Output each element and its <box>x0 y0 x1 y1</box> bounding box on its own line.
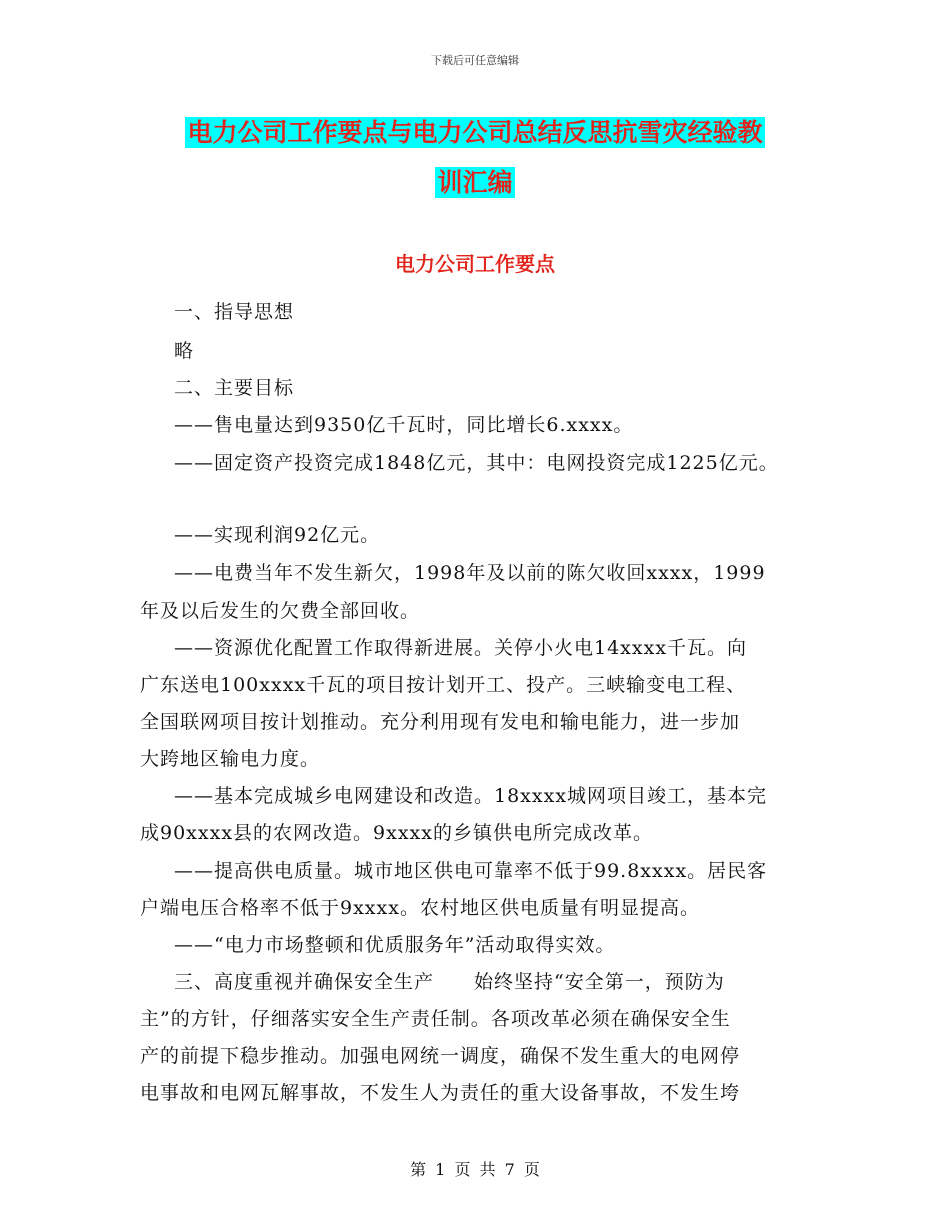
body-line: 一、指导思想 <box>174 301 295 323</box>
body-line: 户端电压合格率不低于9xxxx。农村地区供电质量有明显提高。 <box>140 897 700 919</box>
body-line: 电事故和电网瓦解事故，不发生人为责任的重大设备事故，不发生垮 <box>140 1082 741 1104</box>
body-line: 二、主要目标 <box>174 377 295 399</box>
body-line: 全国联网项目按计划推动。充分利用现有发电和输电能力，进一步加 <box>140 711 741 733</box>
body-line: ——资源优化配置工作取得新进展。关停小火电14xxxx千瓦。向 <box>174 637 748 659</box>
body-line: 主”的方针，仔细落实安全生产责任制。各项改革必须在确保安全生 <box>140 1008 731 1030</box>
section-title: 电力公司工作要点 <box>395 252 555 276</box>
body-line: 大跨地区输电力度。 <box>140 748 321 770</box>
body-line: 成90xxxx县的农网改造。9xxxx的乡镇供电所完成改革。 <box>140 822 653 844</box>
body-line: ——“电力市场整顿和优质服务年”活动取得实效。 <box>174 934 616 956</box>
body-line: 年及以后发生的欠费全部回收。 <box>140 600 421 622</box>
page-footer: 第 1 页 共 7 页 <box>410 1160 540 1179</box>
body-line: ——基本完成城乡电网建设和改造。18xxxx城网项目竣工，基本完 <box>174 785 768 807</box>
body-line: ——售电量达到9350亿千瓦时，同比增长6.xxxx。 <box>174 414 634 436</box>
body-line: 广东送电100xxxx千瓦的项目按计划开工、投产。三峡输变电工程、 <box>140 674 747 696</box>
body-line: 产的前提下稳步推动。加强电网统一调度，确保不发生重大的电网停 <box>140 1045 741 1067</box>
document-title <box>140 108 810 208</box>
body-line: ——提高供电质量。城市地区供电可靠率不低于99.8xxxx。居民客 <box>174 860 768 882</box>
title-line-1: 电力公司工作要点与电力公司总结反思抗雪灾经验教 <box>187 118 763 147</box>
body-line: ——电费当年不发生新欠，1998年及以前的陈欠收回xxxx，1999 <box>174 562 766 584</box>
body-line: ——固定资产投资完成1848亿元，其中：电网投资完成1225亿元。 <box>174 452 779 474</box>
header-note: 下载后可任意编辑 <box>431 54 519 67</box>
title-line-2: 训汇编 <box>437 168 513 197</box>
body-line: 略 <box>174 340 195 362</box>
body-line: 三、高度重视并确保安全生产 始终坚持“安全第一，预防为 <box>174 971 725 993</box>
body-line: ——实现利润92亿元。 <box>174 524 381 546</box>
